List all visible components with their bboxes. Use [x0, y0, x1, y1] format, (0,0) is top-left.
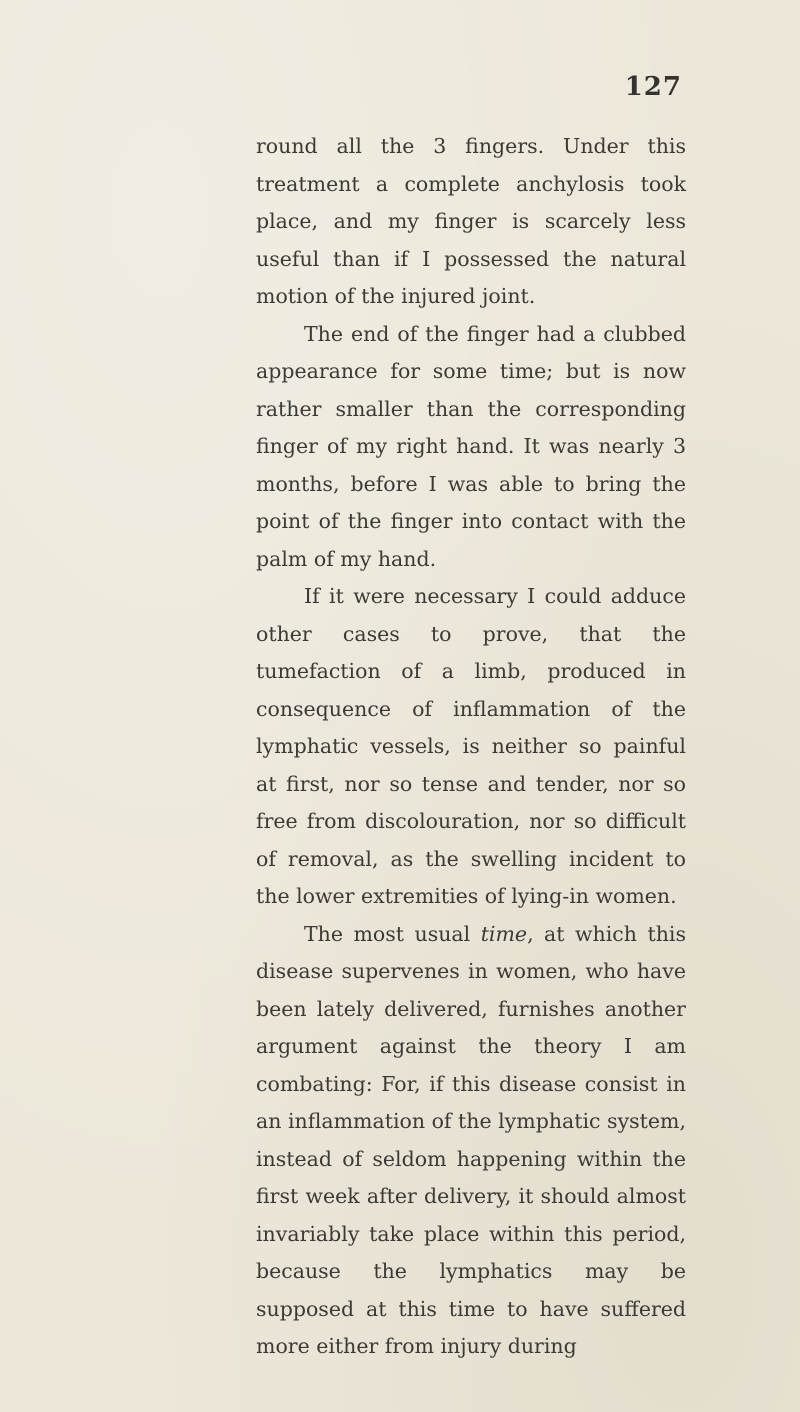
page-number: 127 [624, 72, 682, 102]
paragraph-1: round all the 3 fingers. Under this treatment a complete anchylosis took place, and my finger is scarcely less useful than if I possessed the natural motion of the injured joint. [256, 134, 686, 308]
paragraph-4-rest: , at which this disease supervenes in women, who have been lately delivered, furnishes another argument against the theory I am combating: For, if this disease consist in an inflammation of the lymphatic system, instead of seldom happening within the first week after delivery, it should almost invariably take place within this period, because the lymphatics may be supposed at this time to have suffered more either from injury during [256, 921, 686, 1358]
paragraph-4 [256, 916, 686, 1366]
paragraph-2: The end of the finger had a clubbed appearance for some time; but is now rather smaller than the corresponding finger of my right hand. It was nearly 3 months, before I was able to bring the point of the finger into contact with the palm of my hand. [256, 321, 686, 571]
body-text [256, 128, 686, 1366]
italic-word-time: time [480, 921, 528, 946]
paragraph-4-start: The most usual [304, 921, 481, 946]
paragraph-3: If it were necessary I could adduce other cases to prove, that the tumefaction of a limb, produced in consequence of inflammation of the lymphatic vessels, is neither so painful at first, nor so tense and tender, nor so free from discolouration, nor so difficult of removal, as the swelling incident to the lower extremities of lying-in women. [256, 584, 686, 908]
